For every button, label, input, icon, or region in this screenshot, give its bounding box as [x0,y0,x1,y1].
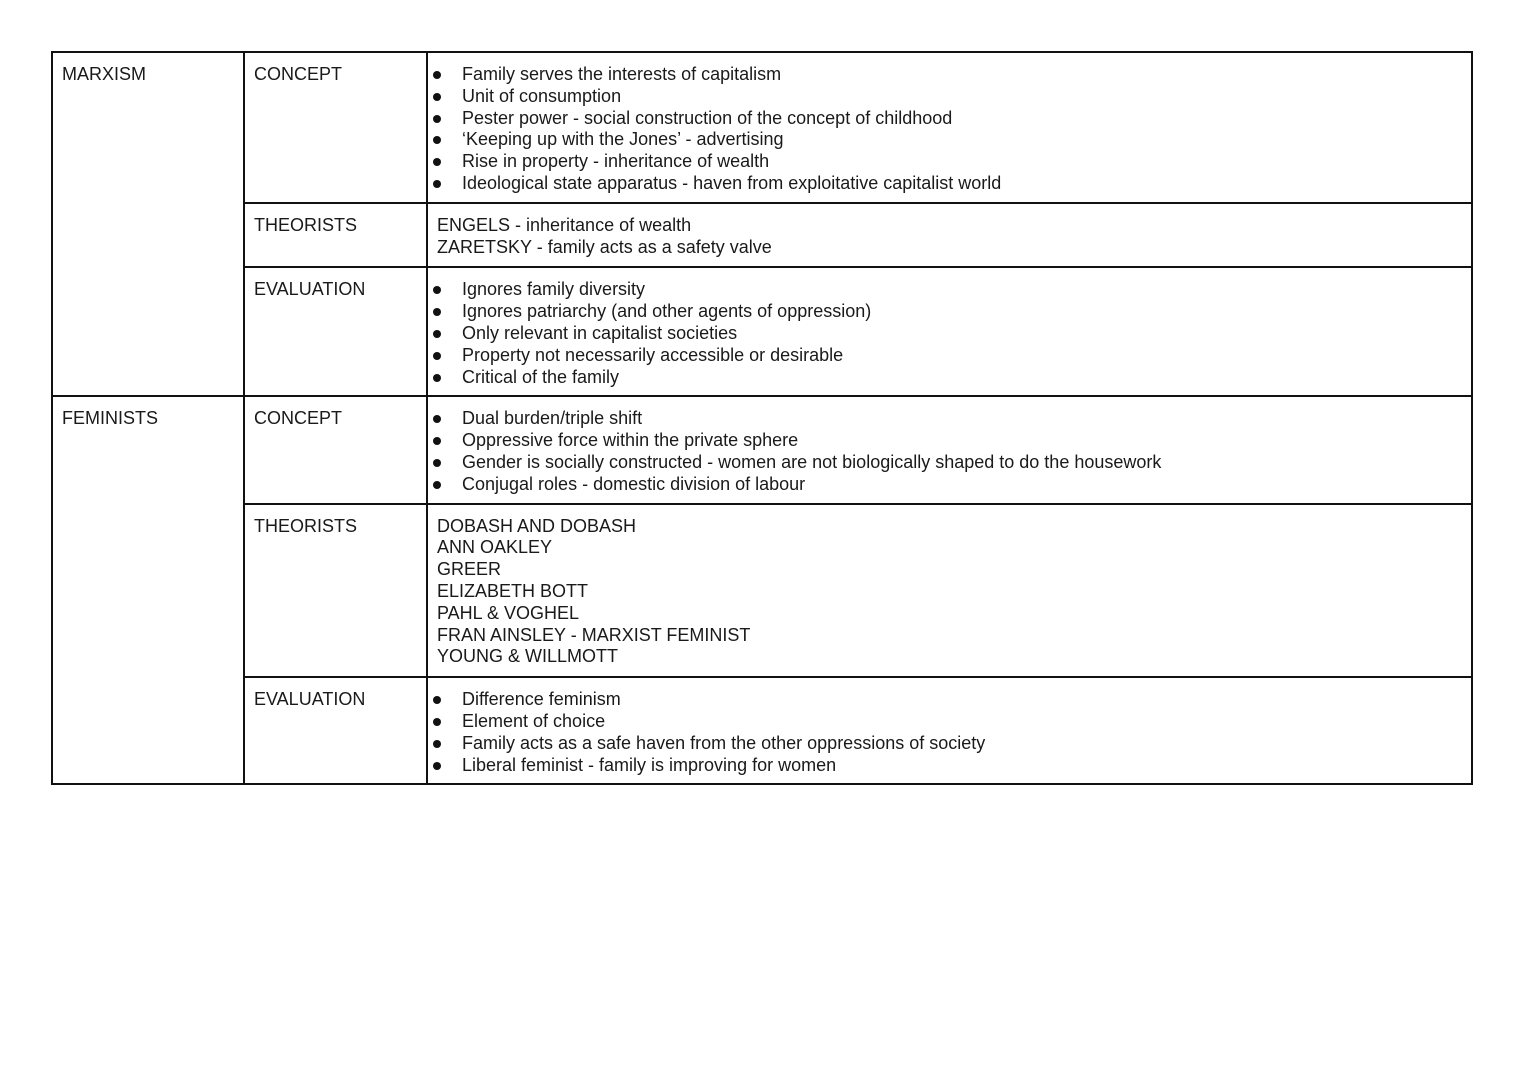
bullet-icon [433,415,441,423]
list-item: Element of choice [428,711,1463,733]
aspect-cell [244,52,427,203]
bullet-list [428,408,1463,495]
list-item: Dual burden/triple shift [428,408,1463,430]
list-item: Property not necessarily accessible or desirable [428,345,1463,367]
bullet-icon [433,437,441,445]
aspect-cell [244,203,427,268]
aspect-cell [244,396,427,503]
bullet-icon [433,136,441,144]
theorist-line: ANN OAKLEY [437,537,553,558]
bullet-icon [433,762,441,770]
content-cell [427,504,1472,678]
bullet-icon [433,696,441,704]
list-item: Critical of the family [428,367,1463,389]
bullet-icon [433,158,441,166]
bullet-icon [433,330,441,338]
theorist-line: ZARETSKY - family acts as a safety valve [437,236,772,257]
bullet-list [428,279,1463,388]
aspect-label: CONCEPT [254,408,343,429]
notes-table [51,51,1473,785]
bullet-icon [433,459,441,467]
bullet-icon [433,308,441,316]
theorist-line: ENGELS - inheritance of wealth [437,214,692,235]
table-row [52,267,1472,396]
theorist-line: YOUNG & WILLMOTT [437,646,619,667]
aspect-label: THEORISTS [254,214,358,235]
school-label: MARXISM [62,64,147,84]
list-item: Ignores patriarchy (and other agents of oppression) [428,301,1463,323]
list-item: Gender is socially constructed - women are not biologically shaped to do the housework [428,452,1463,474]
aspect-cell [244,677,427,784]
content-cell [427,52,1472,203]
table-row [52,396,1472,503]
theorist-line: GREER [437,559,502,580]
theorist-line: PAHL & VOGHEL [437,602,580,623]
list-item: Conjugal roles - domestic division of labour [428,474,1463,496]
theorist-line: ELIZABETH BOTT [437,580,589,601]
school-cell-feminists [52,396,244,784]
bullet-icon [433,71,441,79]
list-item: ‘Keeping up with the Jones’ - advertising [428,129,1463,151]
list-item: Oppressive force within the private sphere [428,430,1463,452]
list-item: Rise in property - inheritance of wealth [428,151,1463,173]
list-item: Ideological state apparatus - haven from exploitative capitalist world [428,173,1463,195]
list-item: Difference feminism [428,689,1463,711]
list-item: Ignores family diversity [428,279,1463,301]
bullet-icon [433,718,441,726]
list-item: Only relevant in capitalist societies [428,323,1463,345]
school-label: FEMINISTS [62,408,159,429]
list-item: Family serves the interests of capitalism [428,64,1463,86]
bullet-icon [433,352,441,360]
bullet-icon [433,180,441,188]
bullet-icon [433,115,441,123]
table-row [52,203,1472,268]
bullet-icon [433,93,441,101]
bullet-list [428,64,1463,195]
aspect-cell [244,267,427,396]
list-item: Family acts as a safe haven from the other oppressions of society [428,733,1463,755]
list-item: Pester power - social construction of the concept of childhood [428,108,1463,130]
theorist-line: DOBASH AND DOBASH [437,515,637,536]
bullet-list [428,689,1463,776]
list-item: Liberal feminist - family is improving for women [428,755,1463,777]
table-row [52,677,1472,784]
bullet-icon [433,286,441,294]
content-cell [427,677,1472,784]
school-cell-marxism [52,52,244,396]
content-cell [427,267,1472,396]
aspect-label: THEORISTS [254,515,358,536]
aspect-label: EVALUATION [254,279,366,300]
content-cell [427,203,1472,268]
bullet-icon [433,740,441,748]
bullet-icon [433,374,441,382]
theorist-line: FRAN AINSLEY - MARXIST FEMINIST [437,624,751,645]
aspect-cell [244,504,427,678]
list-item: Unit of consumption [428,86,1463,108]
bullet-icon [433,481,441,489]
table-row [52,52,1472,203]
aspect-label: CONCEPT [254,64,343,84]
table-row [52,504,1472,678]
content-cell [427,396,1472,503]
aspect-label: EVALUATION [254,689,366,710]
